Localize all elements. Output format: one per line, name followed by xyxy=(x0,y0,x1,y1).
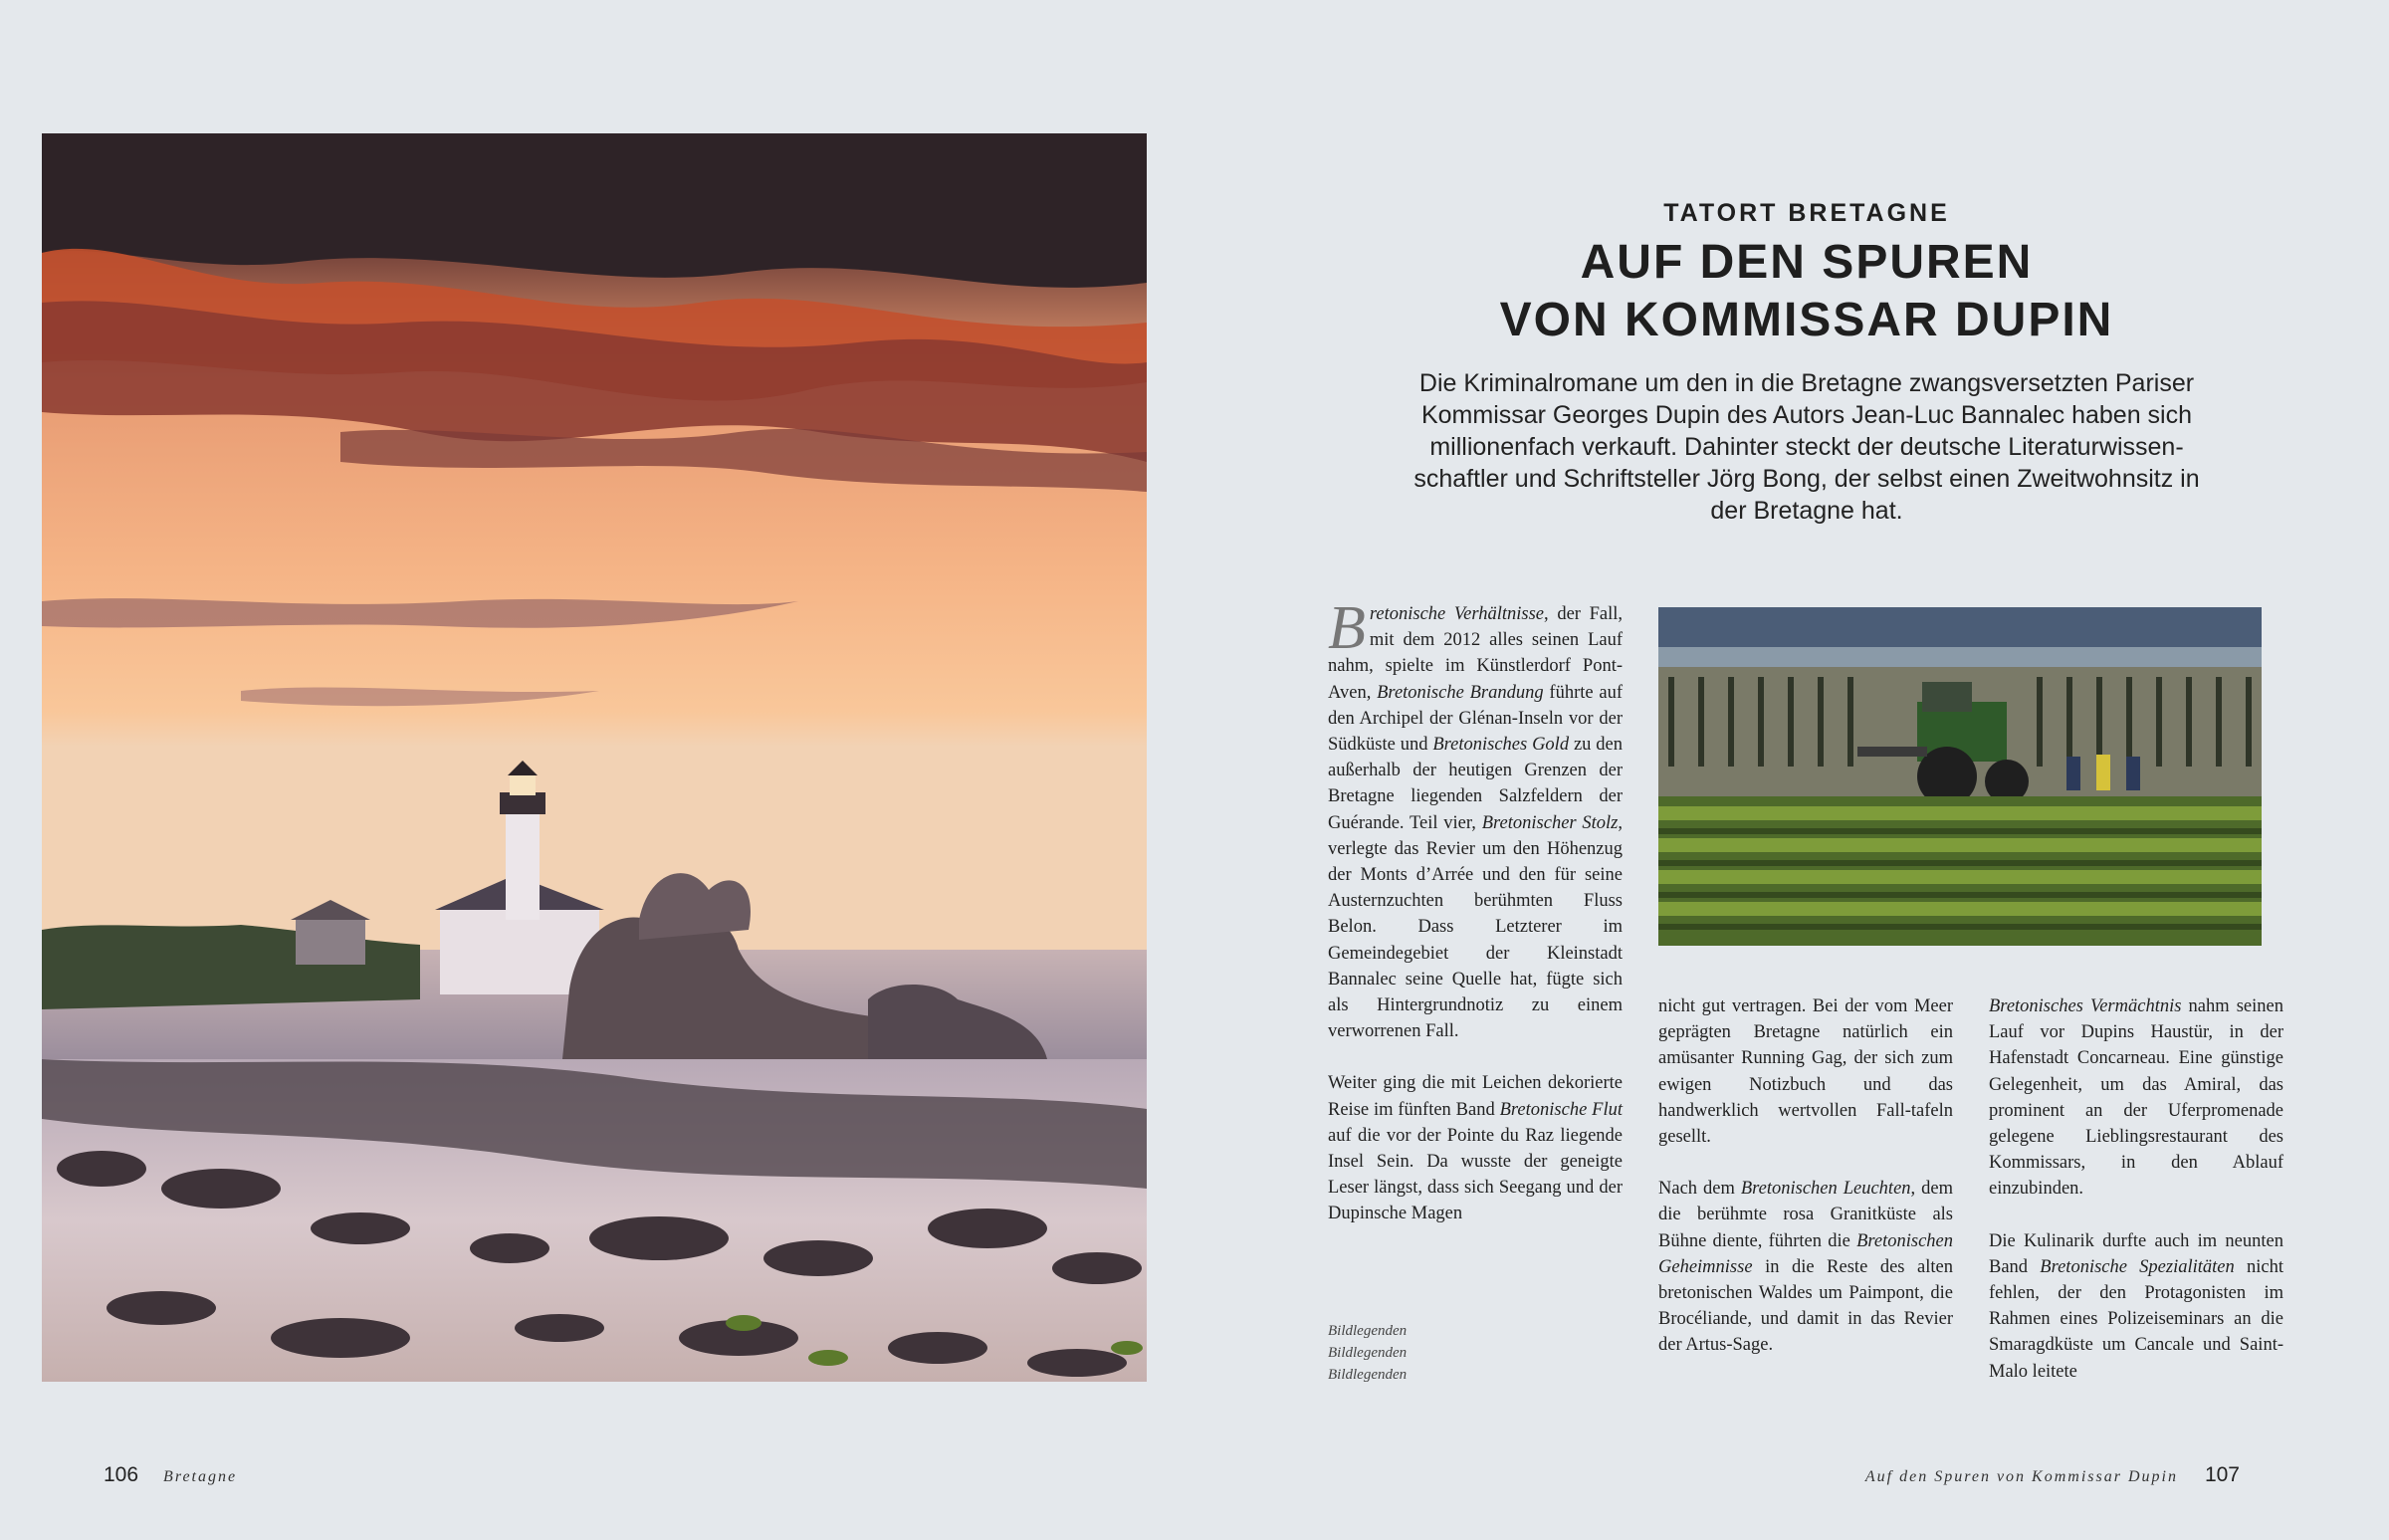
running-head-right: Auf den Spuren von Kommissar Dupin xyxy=(1864,1468,2178,1485)
book-title: Bretonischen Geheimnisse xyxy=(1658,1230,1953,1277)
body-text: Weiter ging die mit Leichen dekorierte Reise im fünften Band xyxy=(1328,1073,1623,1120)
caption-line: Bildlegenden xyxy=(1328,1323,1408,1339)
article-header xyxy=(1374,199,2240,527)
book-title: Bretonische Brandung xyxy=(1377,682,1544,703)
body-text: , der Fall, mit dem 2012 alles seinen Lauf nahm, spielte im Künstlerdorf Pont-Aven, xyxy=(1328,604,1624,703)
book-title: retonische Verhältnisse xyxy=(1369,604,1545,624)
body-column-3 xyxy=(1989,993,2283,1411)
body-text: nahm seinen Lauf vor Dupins Haustür, in der Hafenstadt Concarneau. Eine günstige Gelegenheit, um das Amiral, das prominent an der Uferpromenade gelegene Lieblingsrestaurant des Kommissars, in den Ablauf einzubinden. xyxy=(1989,996,2283,1200)
folio-right xyxy=(1865,1463,2240,1487)
folio-left xyxy=(104,1463,237,1487)
body-column-2 xyxy=(1658,993,1953,1385)
body-text: führte auf den Archipel der Glénan-Inseln vor der Südküste und xyxy=(1328,682,1623,756)
body-paragraph xyxy=(1328,1070,1623,1226)
body-text: zu den außerhalb der heutigen Grenzen der Bretagne liegenden Salzfeldern der Guérande. Teil vier, xyxy=(1328,735,1623,833)
caption-line: Bildlegenden xyxy=(1328,1367,1408,1383)
body-paragraph xyxy=(1989,993,2283,1203)
lighthouse-sunset-photo xyxy=(42,133,1147,1382)
body-text: , verlegte das Revier um den Höhenzug der Monts d’Arrée und den für seine Austernzuchten berühmten Fluss Belon. Dass Letzterer im Gemeindegebiet der Kleinstadt Bannalec seine Quelle hat, fügte sich als Hintergrundnotiz zu einem verworrenen Fall. xyxy=(1328,812,1624,1042)
oyster-farm-image xyxy=(1658,607,2262,946)
running-head-left: Bretagne xyxy=(163,1468,238,1485)
headline-line-1: AUF DEN SPUREN xyxy=(1580,236,2034,289)
article-lead: Die Kriminalromane um den in die Bretagne zwangsversetzten Pariser Kommissar Georges Dupin des Autors Jean-Luc Bannalec haben sich millionenfach verkauft. Dahinter steckt der deutsche Literaturwissen-schaftler und Schriftsteller Jörg Bong, der selbst einen Zweitwohnsitz in der Bretagne hat. xyxy=(1413,369,2200,525)
oyster-farm-tractor-photo xyxy=(1658,607,2262,946)
body-paragraph: nicht gut vertragen. Bei der vom Meer geprägten Bretagne natürlich ein amüsanter Running Gag, der sich zum ewigen Notizbuch und das handwerklich wertvollen Fall-tafeln gesellt. xyxy=(1658,996,1953,1148)
photo-captions xyxy=(1328,1320,1407,1386)
article-kicker: TATORT BRETAGNE xyxy=(1663,199,1950,227)
book-title: Bretonischer Stolz xyxy=(1481,812,1619,833)
book-title: Bretonische Spezialitäten xyxy=(2040,1256,2235,1277)
body-text: , dem die berühmte rosa Granitküste als Bühne diente, führten die xyxy=(1658,1179,1953,1251)
book-title: Bretonische Flut xyxy=(1499,1099,1623,1120)
article-headline xyxy=(1374,234,2240,349)
book-title: Bretonischen Leuchten xyxy=(1740,1179,1911,1200)
body-column-1 xyxy=(1328,594,1624,1253)
caption-line: Bildlegenden xyxy=(1328,1345,1408,1361)
body-text: Nach dem xyxy=(1658,1179,1741,1200)
headline-line-2: VON KOMMISSAR DUPIN xyxy=(1499,294,2114,346)
page-number-right: 107 xyxy=(2204,1463,2240,1486)
book-title: Bretonisches Gold xyxy=(1432,735,1570,756)
body-text: auf die vor der Pointe du Raz liegende Insel Sein. Da wusste der geneigte Leser längst, dass sich Seegang und der Dupinsche Magen xyxy=(1328,1125,1623,1224)
body-paragraph xyxy=(1658,1176,1953,1358)
book-title: Bretonisches Vermächtnis xyxy=(1989,996,2182,1016)
body-text: nicht fehlen, der den Protagonisten im Rahmen eines Polizeiseminars an die Smaragdküste um Cancale und Saint-Malo leitete xyxy=(1989,1256,2283,1382)
drop-cap: B xyxy=(1328,594,1366,662)
body-text: Die Kulinarik durfte auch im neunten Band xyxy=(1989,1230,2283,1277)
body-paragraph xyxy=(1989,1228,2283,1385)
body-paragraph xyxy=(1328,594,1624,1044)
lighthouse-sunset-image xyxy=(42,133,1147,1382)
body-text: in die Reste des alten bretonischen Waldes um Paimpont, die Brocéliande, und damit in das Revier der Artus-Sage. xyxy=(1658,1256,1953,1356)
page-number-left: 106 xyxy=(104,1463,139,1486)
